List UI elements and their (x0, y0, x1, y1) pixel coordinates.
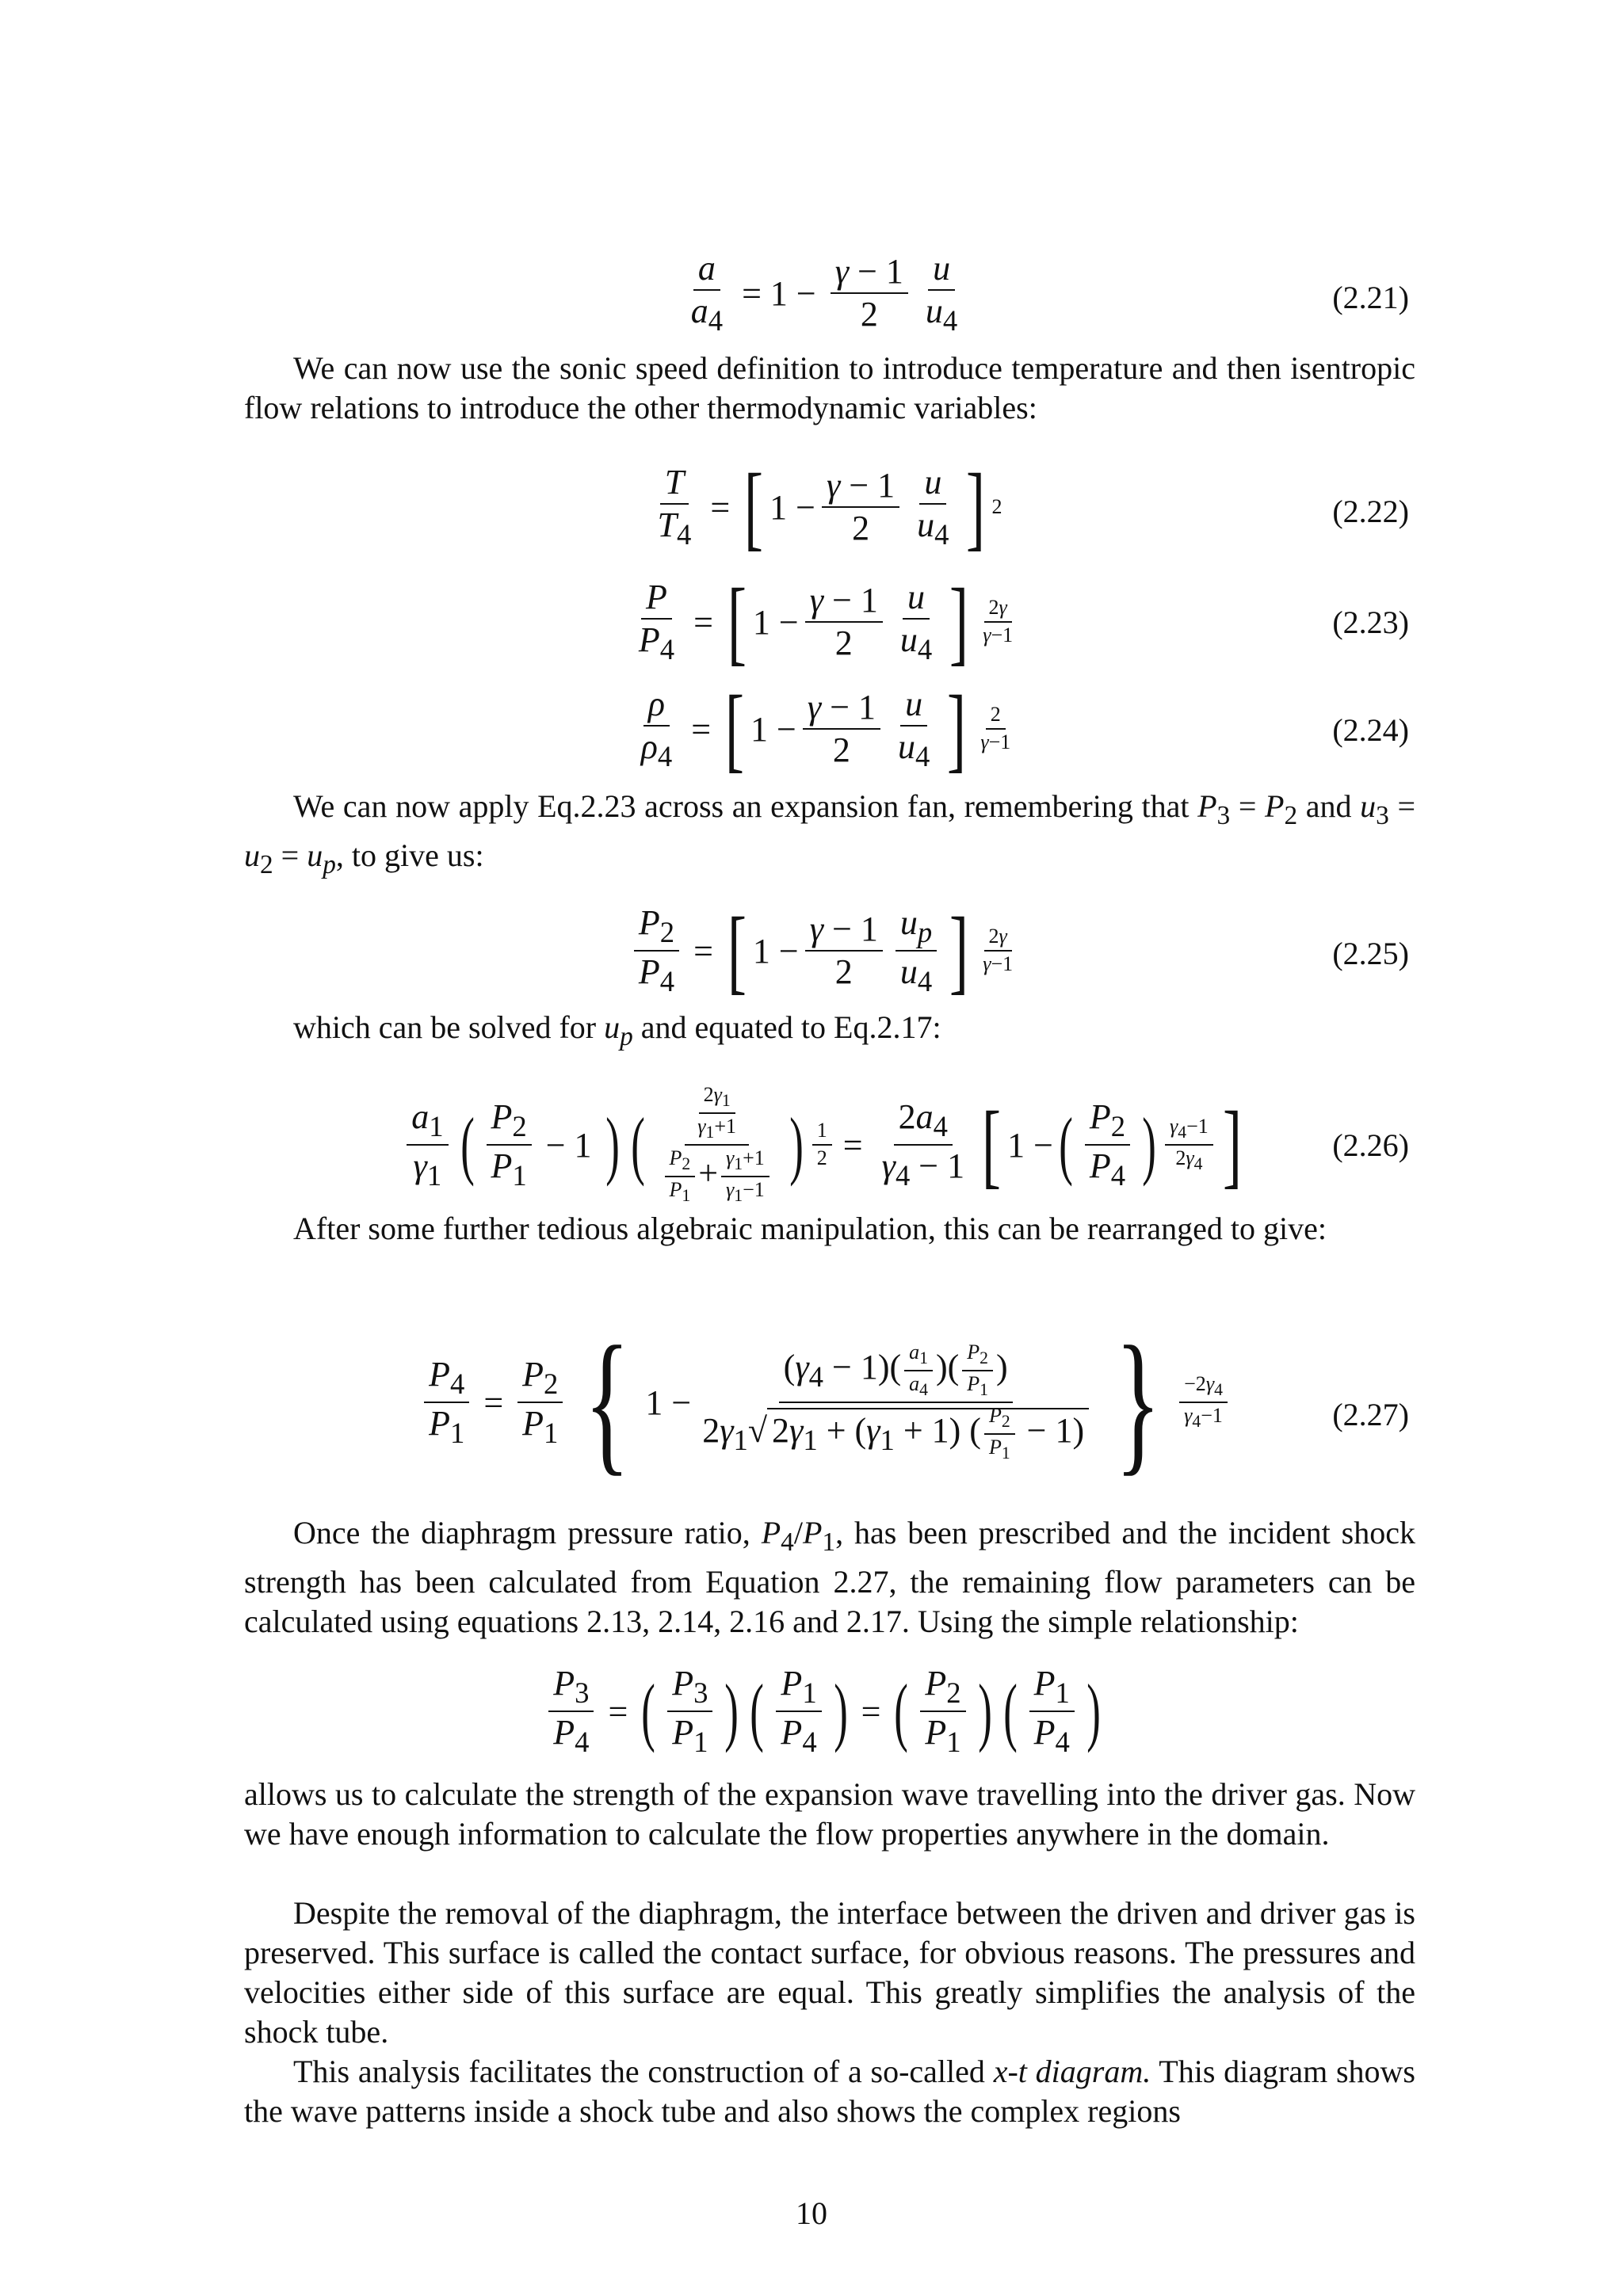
equation-number: (2.22) (1332, 494, 1409, 529)
paragraph: We can now apply Eq.2.23 across an expansion fan, remembering that $P_3 = P_2$ and $u_3 = u_2 = u_p$, to give us: (244, 788, 1415, 879)
equation-2-26: $\frac{a_1}{\gamma_1}$ ( $\frac{P_2}{P_1}$ − 1 ) ( $\frac{2\gamma_1}{\gamma_1+1}$ $\frac{P_2}{P_1}$ + $\frac{\gamma_1+1}{\gamma_1-1}$ ) $\frac{1}{2}$ = $\frac{2a_4}{\gamma_4 - 1}$ [ 1 − ( $\frac{P_2}{P_4}$ ) $\frac{\gamma_4-1}{2\gamma_4}$ ] (238, 1085, 1411, 1204)
page-number: 10 (796, 2195, 827, 2231)
paragraph: which can be solved for $u_p$ and equated to Eq.2.17: (293, 1009, 941, 1051)
equation-number: (2.24) (1332, 712, 1409, 748)
equation-number: (2.27) (1332, 1397, 1409, 1432)
emphasis-text: x-t diagram. (993, 2054, 1151, 2089)
equation-2-22: $\frac{T}{T_4}$ = [ 1 − $\frac{\gamma - 1}{2}$ $\frac{u}{u_4}$ ] 2 (657, 454, 1002, 559)
text-run: and (1297, 788, 1361, 824)
equation-2-21: $\frac{a}{a_4}$ = 1 − $\frac{\gamma - 1}{2}$ $\frac{u}{u_4}$ (690, 248, 958, 337)
text-run: This analysis facilitates the construction of a so-called (293, 2054, 994, 2089)
equation-pressure-relationship: $\frac{P_3}{P_4}$ = ( $\frac{P_3}{P_1}$ ) ( $\frac{P_1}{P_4}$ ) = ( $\frac{P_2}{P_1}$ ) ( $\frac{P_1}{P_4}$ ) (238, 1664, 1411, 1759)
text-run: , to give us: (335, 837, 484, 873)
paragraph: After some further tedious algebraic manipulation, this can be rearranged to give: (293, 1211, 1327, 1246)
text-run: We can now apply Eq.2.23 across an expansion fan, remembering that (293, 788, 1198, 824)
equation-2-23: $\frac{P}{P_4}$ = [ 1 − $\frac{\gamma - 1}{2}$ $\frac{u}{u_4}$ ] $\frac{2\gamma}{\gamma-1}$ (638, 569, 1014, 674)
paragraph (244, 2052, 1415, 2131)
equation-2-24: $\frac{\rho}{\rho_4}$ = [ 1 − $\frac{\gamma - 1}{2}$ $\frac{u}{u_4}$ ] $\frac{2}{\gamma-1}$ (640, 676, 1011, 781)
paragraph: Despite the removal of the diaphragm, the interface between the driven and driver gas is preserved. This surface is called the contact surface, for obvious reasons. The pressures and velocities either side of this surface are equal. This greatly simplifies the analysis of the shock tube. (244, 1895, 1415, 2050)
equation-2-27: $\frac{P_4}{P_1}$ = $\frac{P_2}{P_1}$ { 1 − $(\gamma_4 - 1)$( $\frac{a_1}{a_4}$ )( $\frac{P_2}{P_1}$ ) $2\gamma_1√$ $2\gamma_1 + (\gamma_1 + 1)$ ( $\frac{P_2}{P_1}$ − 1) } $\frac{-2\gamma_4}{\gamma_4-1}$ (238, 1315, 1411, 1489)
text-run: Once the diaphragm pressure ratio, (293, 1515, 762, 1550)
equation-number: (2.25) (1332, 936, 1409, 971)
text-run: , has been prescribed and the incident shock strength has been calculated from Equation 2.27, the remaining flow parameters can be calculated using equations 2.13, 2.14, 2.16 and 2.17. Using the simple relationship: (244, 1515, 1415, 1639)
paragraph: Once the diaphragm pressure ratio, $P_4/P_1$, has been prescribed and the incident shock strength has been calculated from Equation 2.27, the remaining flow parameters can be calculated using equations 2.13, 2.14, 2.16 and 2.17. Using the simple relationship: (244, 1515, 1415, 1639)
text-run: which can be solved for (293, 1009, 605, 1045)
equation-number: (2.21) (1332, 280, 1409, 315)
paragraph: allows us to calculate the strength of the expansion wave travelling into the driver gas. Now we have enough information to calculate the flow properties anywhere in the domain. (244, 1776, 1415, 1852)
equation-2-25: $\frac{P_2}{P_4}$ = [ 1 − $\frac{\gamma - 1}{2}$ $\frac{u_p}{u_4}$ ] $\frac{2\gamma}{\gamma-1}$ (238, 903, 1411, 998)
text-run: This diagram shows the wave patterns inside a shock tube and also shows the complex regions (244, 2054, 1416, 2129)
text-run: and equated to Eq.2.17: (632, 1009, 941, 1045)
paragraph: We can now use the sonic speed definition to introduce temperature and then isentropic flow relations to introduce the other thermodynamic variables: (244, 350, 1415, 425)
equation-number: (2.23) (1332, 605, 1409, 640)
equation-number: (2.26) (1332, 1127, 1409, 1163)
